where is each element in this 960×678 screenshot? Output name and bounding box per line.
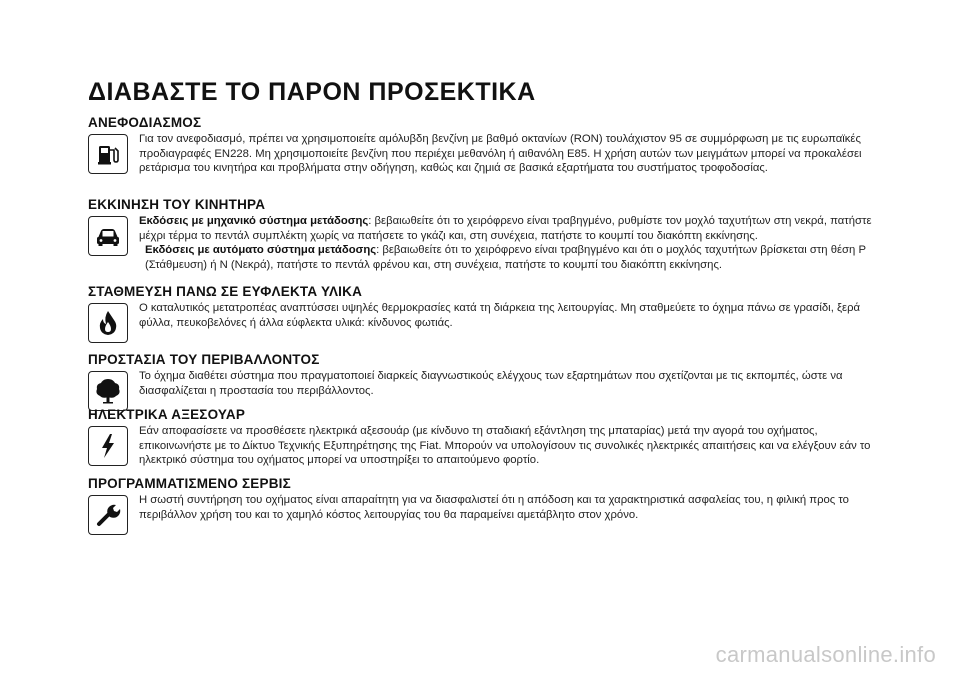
section-heading-environment: ΠΡΟΣΤΑΣΙΑ ΤΟΥ ΠΕΡΙΒΑΛΛΟΝΤΟΣ: [88, 352, 320, 367]
car-icon: [88, 216, 128, 256]
section-text-environment: Το όχημα διαθέτει σύστημα που πραγματοποιεί διαρκείς διαγνωστικούς ελέγχους των εξαρτημάτων που σχετίζονται με τις εκπομπές, ώστε να διασφαλίζεται η προστασία του περιβάλλοντος.: [139, 370, 843, 397]
engine-start-auto: [139, 243, 888, 272]
section-refuelling: [88, 115, 888, 176]
fuel-pump-icon: [88, 134, 128, 174]
auto-transmission-text: : βεβαιωθείτε ότι το χειρόφρενο είναι τραβηγμένο και ότι ο μοχλός ταχυτήτων βρίσκεται στη θέση P (Στάθμευση) ή N (Νεκρά), πατήστε το πεντάλ φρένου και, στη συνέχεια, πατήστε το κουμπί του διακόπτη εκκίνησης.: [145, 244, 866, 271]
auto-transmission-label: Εκδόσεις με αυτόματο σύστημα μετάδοσης: [145, 244, 377, 257]
lightning-icon: [88, 426, 128, 466]
watermark: carmanualsonline.info: [715, 642, 936, 667]
engine-start-manual: [139, 214, 888, 243]
section-electrical: [88, 407, 888, 468]
section-heading-engine-start: ΕΚΚΙΝΗΣΗ ΤΟΥ ΚΙΝΗΤΗΡΑ: [88, 197, 266, 212]
section-text-electrical: Εάν αποφασίσετε να προσθέσετε ηλεκτρικά αξεσουάρ (με κίνδυνο τη σταδιακή εξάντληση της μπαταρίας) μετά την αγορά του οχήματος, επικοινωνήστε με το Δίκτυο Τεχνικής Εξυπηρέτησης της Fiat. Μπορούν να υπολογίσουν τις συνολικές ηλεκτρικές απαιτήσεις και να ελέγξουν εάν το ηλεκτρικό σύστημα του οχήματος μπορεί να υποστηρίξει το απαιτούμενο φορτίο.: [139, 425, 871, 467]
section-heading-service: ΠΡΟΓΡΑΜΜΑΤΙΣΜΕΝΟ ΣΕΡΒΙΣ: [88, 476, 291, 491]
section-heading-parking: ΣΤΑΘΜΕΥΣΗ ΠΑΝΩ ΣΕ ΕΥΦΛΕΚΤΑ ΥΛΙΚΑ: [88, 284, 363, 299]
section-text-parking: Ο καταλυτικός μετατροπέας αναπτύσσει υψηλές θερμοκρασίες κατά τη διάρκεια της λειτουργίας. Μη σταθμεύετε το όχημα πάνω σε γρασίδι, ξερά φύλλα, πευκοβελόνες ή άλλα εύφλεκτα υλικά: κίνδυνος φωτιάς.: [139, 302, 861, 329]
section-engine-start: [88, 197, 888, 272]
section-heading-electrical: ΗΛΕΚΤΡΙΚΑ ΑΞΕΣΟΥΑΡ: [88, 407, 246, 422]
fire-icon: [88, 303, 128, 343]
section-parking: [88, 284, 888, 343]
tree-icon: [88, 371, 128, 411]
manual-transmission-label: Εκδόσεις με μηχανικό σύστημα μετάδοσης: [139, 215, 369, 227]
section-environment: [88, 352, 888, 411]
page-title: ΔΙΑΒΑΣΤΕ ΤΟ ΠΑΡΟΝ ΠΡΟΣΕΚΤΙΚΑ: [88, 78, 536, 106]
section-service: [88, 476, 888, 535]
section-text-refuelling: Για τον ανεφοδιασμό, πρέπει να χρησιμοποιείτε αμόλυβδη βενζίνη με βαθμό οκτανίων (RON) τουλάχιστον 95 σε συμμόρφωση με τις ευρωπαϊκές προδιαγραφές EN228. Μη χρησιμοποιείτε βενζίνη που περιέχει μεθανόλη ή αιθανόλη E85. Η χρήση αυτών των μειγμάτων μπορεί να προκαλέσει ρετάρισμα του κινητήρα και προβλήματα στην οδήγηση, καθώς και ζημιά σε βασικά εξαρτήματα του συστήματος τροφοδοσίας.: [139, 133, 862, 175]
section-heading-refuelling: ΑΝΕΦΟΔΙΑΣΜΟΣ: [88, 115, 202, 130]
section-text-service: Η σωστή συντήρηση του οχήματος είναι απαραίτητη για να διασφαλιστεί ότι η απόδοση και τα χαρακτηριστικά ασφαλείας του, η φιλική προς το περιβάλλον χρήση του και το χαμηλό κόστος λειτουργίας του θα παραμείνει αμετάβλητο στον χρόνο.: [139, 494, 849, 521]
wrench-icon: [88, 495, 128, 535]
manual-transmission-text: : βεβαιωθείτε ότι το χειρόφρενο είναι τραβηγμένο, ρυθμίστε τον μοχλό ταχυτήτων στη νεκρά, πατήστε μέχρι τέρμα το πεντάλ συμπλέκτη χωρίς να πατήσετε το γκάζι και, στη συνέχεια, πατήστε το κουμπί του διακόπτη εκκίνησης.: [139, 215, 872, 242]
